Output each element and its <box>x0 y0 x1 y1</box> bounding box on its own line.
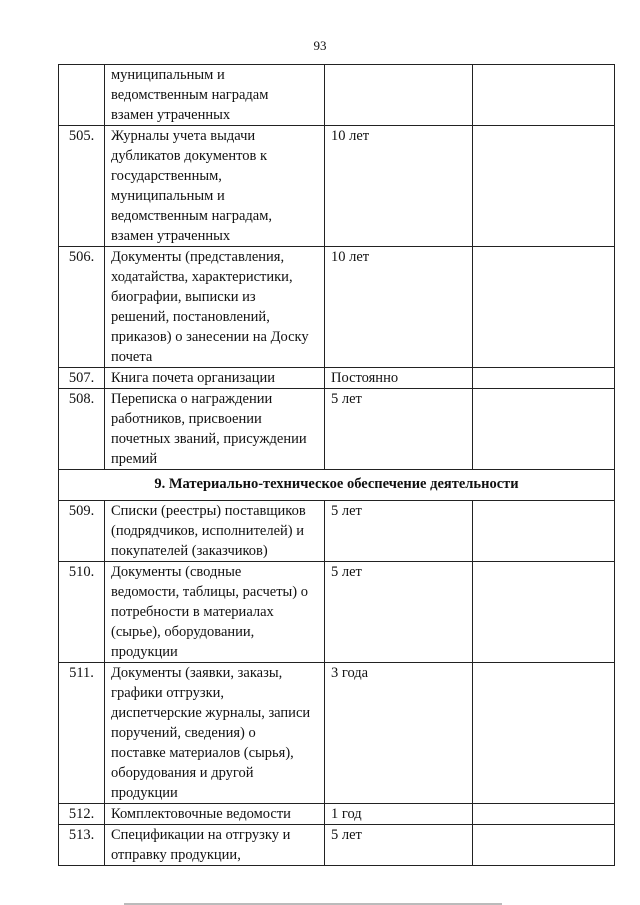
section-heading: 9. Материально-техническое обеспечение деятельности <box>59 470 615 501</box>
table-row <box>59 804 615 825</box>
table-row <box>59 501 615 562</box>
retention-term-cell: 10 лет <box>325 247 473 368</box>
retention-term-cell: Постоянно <box>325 368 473 389</box>
retention-term-cell: 5 лет <box>325 562 473 663</box>
retention-term-cell: 1 год <box>325 804 473 825</box>
note-cell <box>473 562 615 663</box>
note-cell <box>473 501 615 562</box>
document-type-cell: Книга почета организации <box>105 368 325 389</box>
note-cell <box>473 126 615 247</box>
row-number: 506. <box>59 247 105 368</box>
table-row <box>59 825 615 866</box>
retention-table <box>58 64 615 866</box>
document-type-cell: Документы (заявки, заказы, графики отгрузки, диспетчерские журналы, записи поручений, сведения) о поставке материалов (сырья), оборудования и другой продукции <box>105 663 325 804</box>
table-row <box>59 663 615 804</box>
note-cell <box>473 65 615 126</box>
document-type-cell: Комплектовочные ведомости <box>105 804 325 825</box>
note-cell <box>473 368 615 389</box>
document-type-cell: Документы (представления, ходатайства, характеристики, биографии, выписки из решений, постановлений, приказов) о занесении на Доску почета <box>105 247 325 368</box>
table-row <box>59 389 615 470</box>
table-row <box>59 126 615 247</box>
retention-term-cell: 5 лет <box>325 389 473 470</box>
document-type-cell: Переписка о награждении работников, присвоении почетных званий, присуждении премий <box>105 389 325 470</box>
retention-term-cell <box>325 65 473 126</box>
row-number: 510. <box>59 562 105 663</box>
document-type-cell: Списки (реестры) поставщиков (подрядчиков, исполнителей) и покупателей (заказчиков) <box>105 501 325 562</box>
retention-term-cell: 3 года <box>325 663 473 804</box>
row-number <box>59 65 105 126</box>
row-number: 508. <box>59 389 105 470</box>
document-type-cell: Спецификации на отгрузку и отправку продукции, <box>105 825 325 866</box>
document-type-cell: Журналы учета выдачи дубликатов документов к государственным, муниципальным и ведомственным наградам, взамен утраченных <box>105 126 325 247</box>
row-number: 513. <box>59 825 105 866</box>
table-body <box>59 65 615 866</box>
row-number: 509. <box>59 501 105 562</box>
document-type-cell: муниципальным и ведомственным наградам взамен утраченных <box>105 65 325 126</box>
section-row <box>59 470 615 501</box>
table-row <box>59 247 615 368</box>
retention-term-cell: 5 лет <box>325 501 473 562</box>
row-number: 512. <box>59 804 105 825</box>
table-row <box>59 368 615 389</box>
page-number: 93 <box>313 38 327 53</box>
note-cell <box>473 247 615 368</box>
note-cell <box>473 825 615 866</box>
table-row <box>59 65 615 126</box>
note-cell <box>473 663 615 804</box>
note-cell <box>473 804 615 825</box>
retention-term-cell: 5 лет <box>325 825 473 866</box>
row-number: 511. <box>59 663 105 804</box>
note-cell <box>473 389 615 470</box>
retention-term-cell: 10 лет <box>325 126 473 247</box>
row-number: 507. <box>59 368 105 389</box>
row-number: 505. <box>59 126 105 247</box>
document-type-cell: Документы (сводные ведомости, таблицы, расчеты) о потребности в материалах (сырье), оборудовании, продукции <box>105 562 325 663</box>
table-row <box>59 562 615 663</box>
